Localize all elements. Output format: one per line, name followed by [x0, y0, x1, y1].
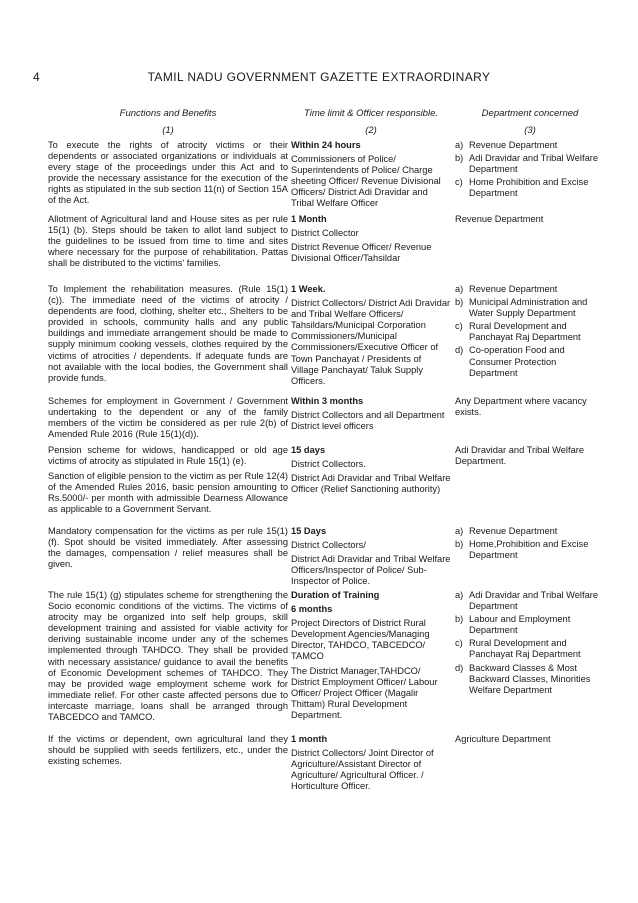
- functions-cell: [48, 140, 288, 211]
- time-limit-cell: [291, 284, 451, 390]
- list-letter: c): [455, 638, 463, 649]
- department-cell: [455, 396, 605, 420]
- column-number-2: (2): [365, 125, 377, 136]
- department-item: [455, 321, 605, 343]
- department-name: Agriculture Department: [455, 734, 551, 744]
- department-item: [455, 663, 605, 696]
- department-item: [455, 345, 605, 378]
- time-limit-cell: [291, 590, 451, 724]
- functions-text: To execute the rights of atrocity victims or their dependents or associated organizations or individuals at every stage of the proceedings under this Act and to provide the necessary assistance for the execution of the rights as stipulated in the sub section 11(n) of Section 15A of the Act.: [48, 140, 288, 206]
- department-name: Home Prohibition and Excise Department: [469, 177, 589, 199]
- column-header-functions: Functions and Benefits: [119, 108, 217, 119]
- time-limit-cell: [291, 445, 451, 498]
- list-letter: a): [455, 526, 464, 536]
- column-header-time-limit: Time limit & Officer responsible.: [303, 108, 438, 119]
- list-letter: a): [455, 140, 464, 150]
- time-limit-cell: [291, 734, 451, 795]
- time-limit-cell: [291, 214, 451, 267]
- department-name: Revenue Department: [469, 284, 558, 294]
- officer-responsible: District Adi Dravidar and Tribal Welfare Officer (Relief Sanctioning authority): [291, 473, 451, 495]
- department-name: Labour and Employment Department: [469, 614, 571, 636]
- department-item: [455, 214, 605, 225]
- list-letter: b): [455, 297, 464, 308]
- officer-responsible: District Collectors.: [291, 459, 366, 470]
- time-limit-cell: [291, 396, 451, 435]
- department-name: Co-operation Food and Consumer Protection Department: [469, 345, 565, 378]
- time-limit: 15 Days: [291, 526, 327, 536]
- department-item: [455, 140, 605, 151]
- functions-cell: [48, 734, 288, 771]
- officer-responsible: District Collectors and all Department District level officers: [291, 410, 445, 432]
- list-letter: a): [455, 284, 464, 294]
- list-letter: c): [455, 177, 463, 188]
- time-limit: Duration of Training: [291, 590, 380, 600]
- department-item: [455, 297, 605, 319]
- list-letter: d): [455, 345, 464, 356]
- department-item: [455, 284, 605, 295]
- department-cell: [455, 284, 605, 381]
- department-cell: [455, 214, 605, 227]
- officer-responsible: Commissioners of Police/ Superintendents of Police/ Charge sheeting Officer/ Revenue Divisional Officers/ District Adi Dravidar and Tribal Welfare Officer: [291, 154, 441, 209]
- time-limit: 1 Week.: [291, 284, 326, 294]
- functions-cell: [48, 445, 288, 520]
- functions-text: To Implement the rehabilitation measures. (Rule 15(1) (c)). The immediate need of the victims of atrocity / dependents are food, clothing, shelter etc., Shelters to be provided in schools, community halls and any public buildings and immediate arrangement should be made to supply minimum cooking vessels, clothes required by the victims of atrocities / dependents. If adequate funds are not available with the local bodies, the Government shall provide funds.: [48, 284, 288, 383]
- department-name: Revenue Department: [469, 140, 558, 150]
- functions-text: Mandatory compensation for the victims as per rule 15(1)(f). Spot should be visited immediately. After assessing the damages, compensation / relief measures shall be given.: [48, 526, 288, 570]
- functions-text: Sanction of eligible pension to the victim as per Rule 12(4) of the Amended Rules 2016, basic pension amounting to Rs.5000/- per month with admissible Dearness Allowance as applicable to a Government Servant.: [48, 471, 288, 515]
- column-number-1: (1): [162, 125, 174, 136]
- officer-responsible: Project Directors of District Rural Development Agencies/Managing Director, TAHDCO, TABCEDCO/ TAMCO: [291, 618, 430, 662]
- list-letter: d): [455, 662, 464, 673]
- functions-text: If the victims or dependent, own agricultural land they should be supplied with seeds fertilizers, etc., under the existing schemes.: [48, 734, 288, 767]
- list-letter: b): [455, 153, 464, 164]
- page-header: [33, 70, 605, 86]
- department-item: [455, 638, 605, 660]
- functions-text: Schemes for employment in Government / Government undertaking to the dependent or any of the family members of the victim be considered as per rule 2(b) of Amended Rule 2016 (Rule 15(1)(d)).: [48, 396, 288, 440]
- department-item: [455, 539, 605, 561]
- department-name: Rural Development and Panchayat Raj Department: [469, 321, 581, 343]
- department-item: [455, 526, 605, 537]
- department-name: Adi Dravidar and Tribal Welfare Department: [469, 590, 599, 612]
- department-item: [455, 445, 605, 467]
- department-cell: [455, 526, 605, 563]
- time-limit: Within 3 months: [291, 396, 364, 406]
- department-name: Adi Dravidar and Tribal Welfare Department: [469, 153, 599, 175]
- functions-cell: [48, 590, 288, 727]
- department-cell: [455, 590, 605, 698]
- functions-cell: [48, 284, 288, 388]
- gazette-title: TAMIL NADU GOVERNMENT GAZETTE EXTRAORDINARY: [147, 70, 491, 84]
- officer-responsible: District Collectors/: [291, 540, 366, 551]
- department-name: Home,Prohibition and Excise Department: [469, 539, 589, 561]
- department-item: [455, 734, 605, 745]
- time-limit: 6 months: [291, 604, 333, 615]
- department-item: [455, 153, 605, 175]
- page-number: 4: [33, 70, 40, 84]
- functions-cell: [48, 396, 288, 444]
- department-name: Backward Classes & Most Backward Classes, Minorities Welfare Department: [469, 662, 591, 695]
- department-item: [455, 177, 605, 199]
- column-number-3: (3): [524, 125, 536, 136]
- functions-text: Allotment of Agricultural land and House sites as per rule 15(1) (b). Steps should be taken to allot land subject to the guidelines to be issued from time to time and sites where necessary for the purpose of rehabilitation. Pattas shall be distributed to the victims' families.: [48, 214, 288, 269]
- time-limit-cell: [291, 140, 451, 213]
- functions-text: Pension scheme for widows, handicapped or old age victims of atrocity as stipulated in Rule 15(1) (e).: [48, 445, 288, 467]
- department-cell: [455, 445, 605, 469]
- department-cell: [455, 734, 605, 747]
- time-limit: 1 Month: [291, 214, 327, 224]
- officer-responsible: District Revenue Officer/ Revenue Divisional Officer/Tahsildar: [291, 242, 432, 264]
- officer-responsible: District Adi Dravidar and Tribal Welfare Officers/Inspector of Police/ Sub- Inspector of Police.: [291, 554, 451, 587]
- department-name: Any Department where vacancy exists.: [455, 396, 587, 418]
- department-cell: [455, 140, 605, 201]
- functions-cell: [48, 214, 288, 273]
- time-limit-cell: [291, 526, 451, 590]
- list-letter: a): [455, 590, 464, 600]
- officer-responsible: The District Manager,TAHDCO/ District Employment Officer/ Labour Officer/ Project Officer (Magalir Thittam) Rural Development Department.: [291, 665, 438, 720]
- officer-responsible: District Collectors/ District Adi Dravidar and Tribal Welfare Officers/ Tahsildars/Municipal Corporation Commissioners/Municipal Commissioners/Executive Officer of Town Panchayat / Presidents of Village Panchayat/ Taluk Supply Officers.: [291, 298, 451, 386]
- list-letter: c): [455, 321, 463, 332]
- department-item: [455, 614, 605, 636]
- column-header-department: Department concerned: [481, 108, 579, 119]
- officer-responsible: District Collector: [291, 228, 359, 239]
- department-item: [455, 590, 605, 612]
- list-letter: b): [455, 614, 464, 625]
- department-name: Revenue Department: [455, 214, 544, 224]
- department-item: [455, 396, 605, 418]
- time-limit: Within 24 hours: [291, 140, 361, 150]
- time-limit: 15 days: [291, 445, 326, 455]
- department-name: Municipal Administration and Water Supply Department: [469, 297, 588, 319]
- list-letter: b): [455, 539, 464, 550]
- department-name: Rural Development and Panchayat Raj Department: [469, 638, 581, 660]
- officer-responsible: District Collectors/ Joint Director of Agriculture/Assistant Director of Agriculture/ Agricultural Officer. / Horticulture Officer.: [291, 748, 434, 792]
- time-limit: 1 month: [291, 734, 328, 744]
- functions-cell: [48, 526, 288, 574]
- department-name: Revenue Department: [469, 526, 558, 536]
- functions-text: The rule 15(1) (g) stipulates scheme for strengthening the Socio economic conditions of the victims. The victims of atrocity may be organized into self help groups, skill development training and assisted for viable activity for deriving sustainable income under any of the schemes implemented through TAHDCO. They shall be provided with necessary assistance/ guidance to avail the benefits of Economic Development schemes of TAHDCO. They may be provided wage employment scheme work for immediate relief. For other caste affected persons due to intercaste marriage, loans shall be arranged through TABCEDCO and TAMCO.: [48, 590, 288, 723]
- department-name: Adi Dravidar and Tribal Welfare Department.: [455, 445, 585, 467]
